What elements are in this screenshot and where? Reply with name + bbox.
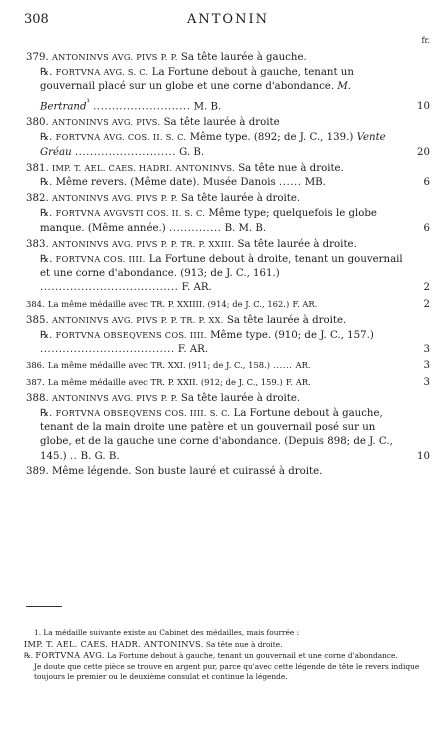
dot-leader: .............. (168, 222, 222, 234)
catalogue-entry (26, 313, 430, 358)
reverse-description: La Fortune debout à gauche, tenant de la main droite une patère et un gouvernail posé sur un globe, et de la gauche une corne d'abondance. (Depuis 898; de J. C., 145.) (40, 408, 393, 462)
footnote-legend: FORTVNA AVG. (35, 650, 105, 661)
catalogue-entry (26, 465, 430, 479)
price-value: 2 (423, 298, 430, 310)
reverse-mark: ℞. (40, 67, 53, 79)
catalogue-entry (26, 237, 430, 296)
entry-number: 387. (26, 376, 45, 387)
reverse-mark: ℞. (40, 177, 53, 189)
catalogue-entry (26, 115, 430, 160)
reverse-description: Même type; quelquefois le globe manque. (Même année.) (40, 208, 377, 234)
catalogue-entries (26, 50, 430, 480)
entry-number: 389. (26, 465, 49, 477)
catalogue-entry (26, 375, 430, 390)
reverse-description: Même type. (892; de J. C., 139.) (189, 132, 354, 144)
reverse-mark: ℞. (24, 651, 33, 661)
entry-number: 382. (26, 193, 49, 205)
entry-text: La même médaille avec TR. P. XXII. (912; de J. C., 159.) (47, 376, 283, 387)
obverse-legend: ANTONINVS AVG. PIVS P. P. (51, 193, 178, 204)
entry-number: 384. (26, 298, 45, 309)
catalogue-entry (26, 161, 430, 190)
reverse-mark: ℞. (40, 408, 53, 420)
metal-module: G. B. (179, 146, 205, 158)
footnote-legend: IMP. T. AEL. CAES. HADR. ANTONINVS. (24, 638, 204, 649)
entry-number: 386. (26, 360, 45, 371)
footnote-line (24, 650, 424, 662)
metal-module: B. G. B. (80, 450, 120, 462)
metal-module: F. AR. (285, 376, 311, 387)
reverse-mark: ℞. (40, 254, 53, 266)
obverse-description: Sa tête laurée à droite. (226, 314, 347, 326)
obverse-description: Sa tête laurée à droite (163, 117, 280, 129)
obverse-legend: ANTONINVS AVG. PIVS P. P. TR. P. XXIII. (51, 238, 235, 249)
metal-module: MB. (304, 177, 326, 189)
footnote-line (24, 639, 424, 651)
dot-leader: .. (69, 450, 78, 462)
dot-leader: ...... (279, 177, 302, 189)
reverse-description: Même revers. (Même date). Musée Danois (55, 177, 276, 189)
dot-leader: .................................... (40, 344, 175, 356)
footnote-line: Je doute que cette pièce se trouve en argent pur, parce qu'avec cette légende de tête le revers indique toujours le premier ou le deuxième consulat et continue la légende. (34, 661, 420, 682)
footnote-description: La Fortune debout à gauche, tenant un gouvernail et une corne d'abondance. (107, 651, 398, 661)
obverse-description: Même légende. Son buste lauré et cuirassé à droite. (51, 465, 323, 477)
reverse-description: La Fortune debout à droite, tenant un gouvernail et une corne d'abondance. (913; de J. C., 161.) (40, 254, 403, 280)
price-value: 3 (423, 344, 430, 356)
price-value: 3 (423, 360, 430, 372)
footnotes (24, 628, 424, 683)
entry-number: 385. (26, 314, 49, 326)
reverse-legend: FORTVNA OBSEQVENS COS. IIII. S. C. (55, 408, 231, 419)
running-title: ANTONIN (187, 12, 269, 27)
obverse-description: Sa tête laurée à gauche. (180, 52, 307, 63)
footnote-mark: ¹ (86, 96, 90, 107)
catalogue-entry (26, 358, 430, 373)
entry-text: La même médaille avec TR. P. XXIIII. (914; de J. C., 162.) (47, 298, 290, 309)
metal-module: AR. (295, 360, 311, 371)
price-value: 6 (423, 222, 430, 234)
dot-leader: ........................... (74, 146, 176, 158)
obverse-legend: ANTONINVS AVG. PIVS P. P. TR. P. XX. (51, 314, 224, 325)
reverse-legend: FORTVNA OBSEQVENS COS. IIII. (55, 330, 207, 341)
obverse-description: Sa tête laurée à droite. (180, 392, 301, 404)
price-value: 3 (423, 376, 430, 388)
obverse-description: Sa tête nue à droite. (238, 162, 344, 174)
reverse-mark: ℞. (40, 132, 53, 144)
obverse-legend: ANTONINVS AVG. PIVS. (51, 117, 161, 128)
page-number: 308 (24, 12, 49, 27)
price-column-heading: fr. (421, 36, 430, 45)
price-value: 10 (417, 101, 430, 112)
entry-number: 381. (26, 162, 49, 174)
catalogue-entry (26, 50, 430, 114)
entry-number: 380. (26, 117, 49, 129)
obverse-description: Sa tête laurée à droite. (180, 193, 301, 205)
reverse-mark: ℞. (40, 330, 53, 342)
provenance: M. Bertrand (40, 81, 351, 112)
entry-number: 388. (26, 392, 49, 404)
reverse-description: Même type. (910; de J. C., 157.) (210, 330, 374, 342)
metal-module: M. B. (193, 101, 222, 112)
obverse-description: Sa tête laurée à droite. (237, 238, 357, 250)
obverse-legend: ANTONINVS AVG. PIVS P. P. (51, 392, 178, 403)
price-value: 6 (423, 177, 430, 189)
metal-module: F. AR. (177, 344, 209, 356)
metal-module: F. AR. (181, 282, 212, 294)
reverse-legend: FORTVNA COS. IIII. (55, 254, 146, 265)
obverse-legend: ANTONINVS AVG. PIVS P. P. (51, 52, 178, 62)
reverse-description: La Fortune debout à gauche, tenant un gouvernail placé sur un globe et une corne d'abondance. (40, 67, 354, 93)
dot-leader: .......................... (93, 101, 191, 112)
catalogue-entry (26, 391, 430, 464)
catalogue-entry (26, 191, 430, 236)
footnote-line: 1. La médaille suivante existe au Cabinet des médailles, mais fourrée : (34, 628, 300, 637)
reverse-legend: FORTVNA AVG. S. C. (55, 67, 149, 78)
catalogue-entry (26, 297, 430, 312)
page-header (24, 12, 432, 45)
provenance: Vente Gréau (40, 132, 386, 158)
entry-number: 383. (26, 238, 49, 250)
reverse-mark: ℞. (40, 208, 53, 220)
footnote-rule (26, 606, 62, 607)
metal-module: F. AR. (292, 298, 318, 309)
dot-leader: ...... (273, 360, 293, 371)
obverse-legend: IMP. T. AEL. CAES. HADRI. ANTONINVS. (51, 162, 235, 173)
footnote-description: Sa tête nue à droite. (205, 639, 283, 649)
reverse-legend: FORTVNA AVG. COS. II. S. C. (55, 132, 187, 143)
dot-leader: ..................................... (40, 282, 179, 294)
metal-module: B. M. B. (224, 222, 267, 234)
price-value: 10 (417, 450, 430, 462)
reverse-legend: FORTVNA AVGVSTI COS. II. S. C. (55, 208, 206, 219)
price-value: 20 (417, 146, 430, 158)
entry-text: La même médaille avec TR. XXI. (911; de J. C., 158.) (47, 360, 271, 371)
entry-number: 379. (26, 52, 49, 63)
price-value: 2 (423, 282, 430, 294)
